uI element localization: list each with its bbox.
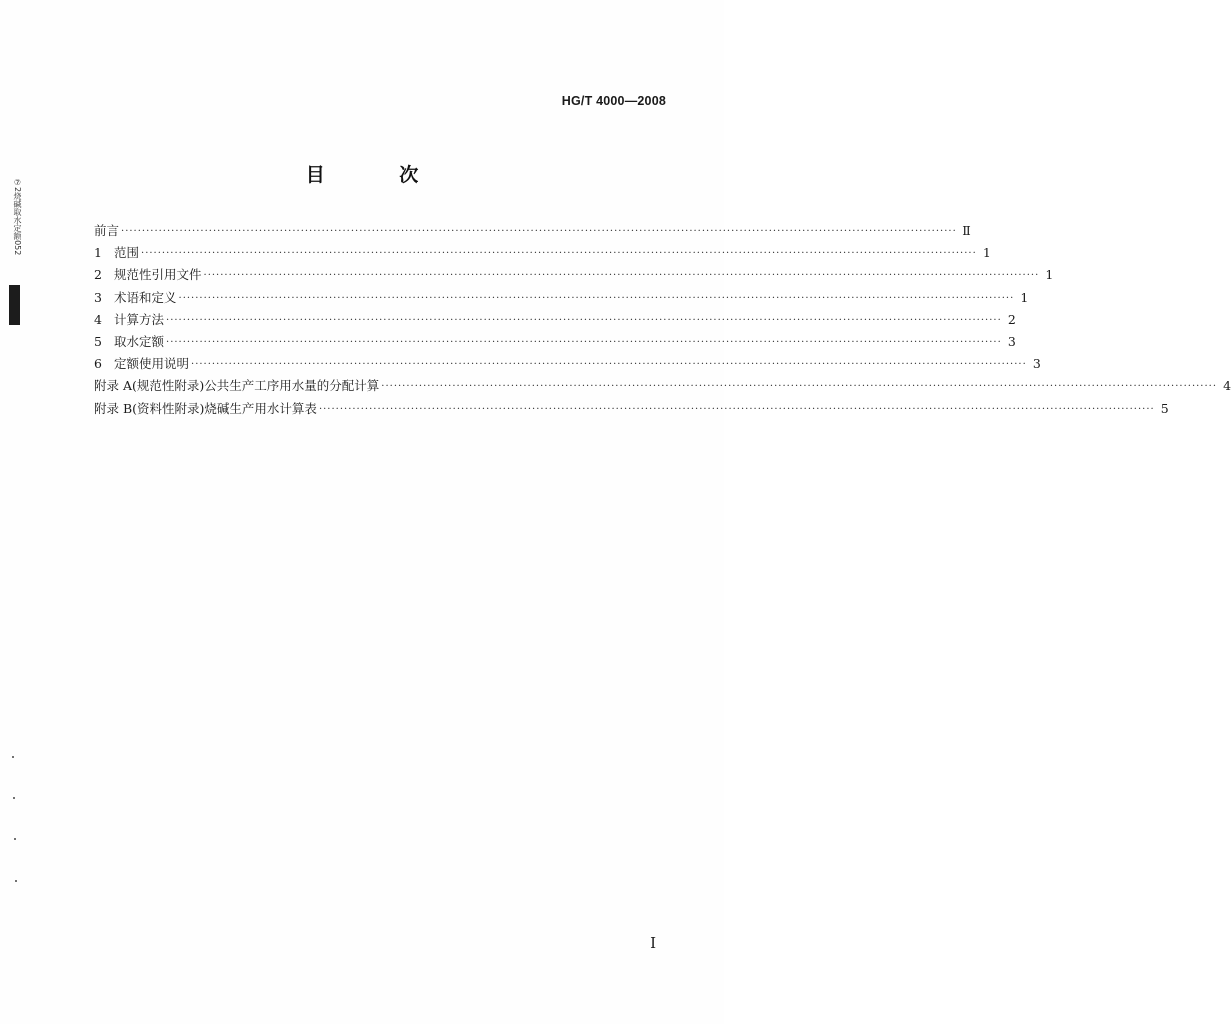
toc-entry-label: 规范性引用文件 — [114, 267, 202, 283]
toc-leader-dots: ········································································································································································································ — [191, 359, 1027, 371]
scan-speck — [12, 756, 14, 758]
toc-entry-page: 1 — [1045, 267, 1054, 283]
toc-leader-dots: ········································································································································································································ — [166, 314, 1002, 326]
toc-title: 目 次 — [305, 164, 453, 186]
toc-entry-page: 2 — [1007, 311, 1016, 327]
toc-leader-dots: ········································································································································································································ — [121, 226, 957, 237]
scan-speck — [14, 838, 16, 840]
toc-entry-label: 术语和定义 — [114, 289, 177, 305]
toc-entry-normative-references[interactable] — [94, 264, 1054, 286]
toc-entry-page: 4 — [1223, 378, 1231, 394]
toc-entry-calculation-method[interactable] — [94, 309, 1016, 331]
page-number: I — [650, 934, 656, 952]
toc-entry-number: 2 — [94, 267, 102, 283]
toc-entry-subtitle: 烧碱生产用水计算表 — [204, 400, 317, 416]
toc-entry-label: 定额使用说明 — [114, 356, 190, 372]
toc-leader-dots: ········································································································································································································ — [141, 248, 977, 260]
toc-entry-label: 计算方法 — [114, 311, 165, 327]
toc-entry-page: 3 — [1032, 356, 1041, 372]
binding-margin-note: ⑦2烧碱取水定额052 — [13, 178, 22, 256]
toc-entry-foreword[interactable] — [94, 220, 971, 242]
toc-entry-label: 取水定额 — [114, 333, 165, 349]
toc-entry-appendix-a[interactable] — [94, 375, 1231, 397]
toc-leader-dots: ········································································································································································································ — [203, 270, 1040, 282]
toc-entry-label: 前言 — [94, 223, 120, 238]
toc-entry-label: 范围 — [114, 245, 140, 261]
toc-entry-page: 1 — [1020, 289, 1029, 305]
standard-code: HG/T 4000—2008 — [561, 94, 666, 108]
scan-speck — [13, 797, 15, 799]
toc-entry-number: 1 — [94, 245, 102, 261]
toc-entry-scope[interactable] — [94, 242, 991, 264]
toc-entry-number: 6 — [94, 356, 102, 372]
table-of-contents — [94, 220, 1231, 420]
toc-entry-page: 1 — [982, 245, 991, 261]
toc-entry-quota-usage[interactable] — [94, 353, 1041, 375]
toc-entry-page: 3 — [1007, 333, 1016, 349]
toc-entry-page: Ⅱ — [962, 223, 971, 238]
toc-leader-dots: ········································································································································································································ — [178, 292, 1015, 304]
toc-leader-dots: ········································································································································································································ — [381, 381, 1218, 393]
toc-entry-number: 4 — [94, 311, 102, 327]
toc-entry-appendix-b[interactable] — [94, 398, 1169, 420]
toc-entry-page: 5 — [1160, 400, 1169, 416]
toc-entry-number: 3 — [94, 289, 102, 305]
toc-entry-terms-definitions[interactable] — [94, 287, 1029, 309]
toc-entry-label: 附录 A(规范性附录) — [94, 378, 205, 394]
toc-leader-dots: ········································································································································································································ — [166, 336, 1002, 348]
toc-entry-label: 附录 B(资料性附录) — [94, 400, 205, 416]
toc-leader-dots: ········································································································································································································ — [318, 403, 1155, 415]
scan-speck — [15, 880, 17, 882]
toc-entry-water-quota[interactable] — [94, 331, 1016, 353]
binding-margin-mark — [9, 285, 20, 325]
toc-entry-number: 5 — [94, 333, 102, 349]
toc-entry-subtitle: 公共生产工序用水量的分配计算 — [204, 378, 380, 394]
